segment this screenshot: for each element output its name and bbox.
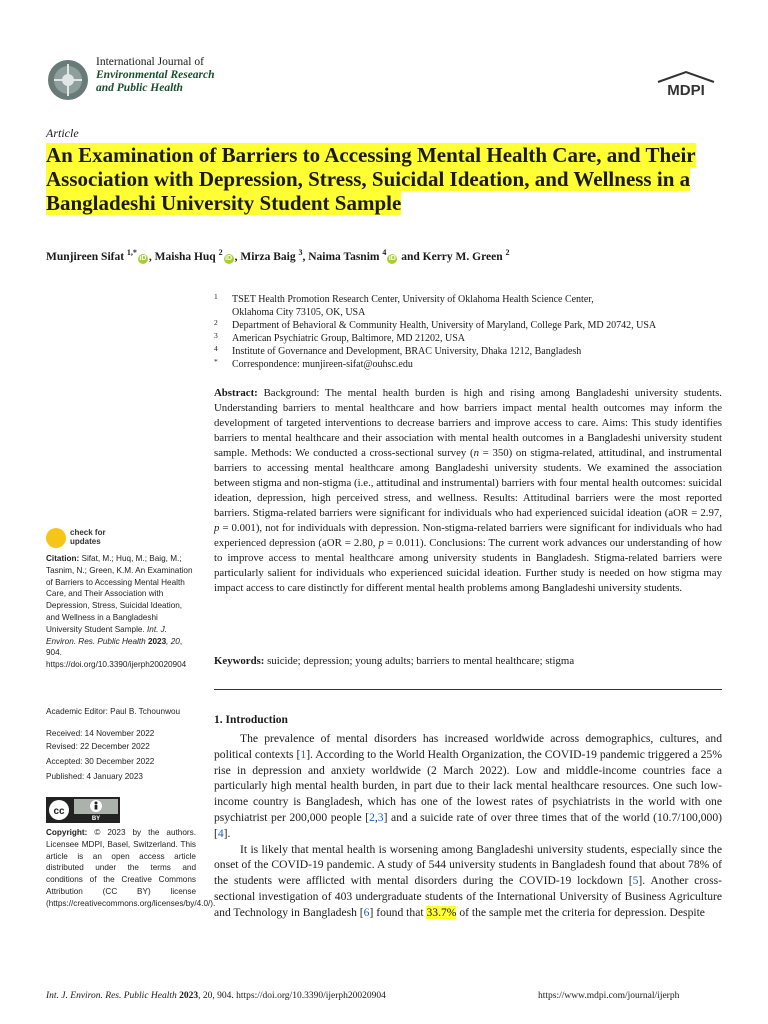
citation-block: Citation: Sifat, M.; Huq, M.; Baig, M.; Tasnim, N.; Green, K.M. An Examination of Barriers to Accessing Mental Health Care, and Their Association with Depression, Stress, Suicidal Ideation, and Wellness in a Bangladeshi University Student Sample. Int. J. Environ. Res. Public Health 2023, 20, 904. https://doi.org/10.3390/ijerph20020904: [46, 554, 193, 670]
orcid-icon[interactable]: iD: [225, 254, 233, 262]
svg-text:cc: cc: [53, 806, 65, 817]
citation-link[interactable]: 2: [369, 810, 375, 824]
keywords: Keywords: suicide; depression; young adults; barriers to mental healthcare; stigma: [214, 655, 575, 667]
journal-line2: Environmental Research: [96, 69, 215, 81]
publisher-name: MDPI: [667, 82, 705, 99]
author-name: Kerry M. Green: [422, 250, 503, 263]
published-date: Published: 4 January 2023: [46, 772, 143, 781]
highlighted-text: 33.7%: [426, 905, 457, 919]
paper-title: An Examination of Barriers to Accessing Mental Health Care, and Their Association with Depression, Stress, Suicidal Ideation, and Wellness in a Bangladeshi University Student Sample: [46, 143, 696, 215]
author-name: Naima Tasnim: [308, 250, 380, 263]
journal-logo-icon: [46, 58, 90, 102]
svg-text:BY: BY: [91, 816, 101, 822]
article-type: Article: [46, 126, 79, 140]
check-updates-icon: [46, 528, 66, 548]
citation-link[interactable]: 4: [217, 826, 224, 840]
cc-by-license-icon[interactable]: [46, 797, 120, 823]
author-list: Munjireen Sifat $^{1,*}$iD , Maisha Huq $^2$iD , Mirza Baig $^3$, Naima Tasnim $^4$iD and Kerry M. Green $^2$: [46, 248, 510, 263]
section-heading: 1. Introduction: [214, 714, 288, 726]
check-for-updates-button[interactable]: check for updates: [46, 528, 146, 552]
introduction-body: [214, 731, 722, 921]
section-divider: [214, 689, 722, 690]
academic-editor: Academic Editor: Paul B. Tchounwou: [46, 707, 181, 716]
received-date: Received: 14 November 2022: [46, 729, 155, 738]
citation-link[interactable]: 1: [300, 747, 307, 761]
citation-link[interactable]: 3: [377, 810, 384, 824]
accepted-date: Accepted: 30 December 2022: [46, 757, 155, 766]
orcid-icon[interactable]: iD: [388, 254, 396, 262]
footer-citation: Int. J. Environ. Res. Public Health 2023, 20, 904. https://doi.org/10.3390/ijerph20020904: [46, 991, 386, 1001]
mdpi-logo-icon: [652, 70, 720, 100]
journal-line3: and Public Health: [96, 82, 183, 94]
abstract: Abstract: Background: The mental health burden is high and rising among Bangladeshi university students. Understanding barriers to mental healthcare and how barriers impact mental health outcomes may inform the development of targeted interventions to decrease barriers and improve access to care. Aims: This study identifies barriers to mental healthcare and their association with mental health outcomes in a Bangladeshi university student sample. Methods: We conducted a cross-sectional survey (n = 350) on stigma-related, attitudinal, and instrumental barriers to accessing mental healthcare among Bangladeshi university students. We examined the association between stigma and non-stigma (i.e., attitudinal and instrumental) barriers with four mental health outcomes: suicidal ideation, depression, high perceived stress, and wellness. Results: Attitudinal barriers were the most reported barriers. Stigma-related barriers were significant for individuals who had experienced suicidal ideation (aOR = 2.97, p = 0.001), not for individuals with depression. Non-stigma-related barriers were significant for individuals who had experienced depression (aOR = 2.80, p = 0.011). Conclusions: The current work advances our understanding of how to improve access to mental healthcare among university students in Bangladesh. Stigma-related barriers were particularly salient for individuals who experienced suicidal ideation. Further study is needed on how stigma may impact access to care distinctly for different mental health problems among Bangladeshi university students.: [214, 387, 722, 594]
copyright-block: Copyright: © 2023 by the authors. Licensee MDPI, Basel, Switzerland. This article is an open access article distributed under the terms and conditions of the Creative Commons Attribution (CC BY) license (https://creativecommons.org/licenses/by/4.0/).: [46, 828, 216, 908]
journal-line1: International Journal of: [96, 56, 204, 68]
paragraph: The prevalence of mental disorders has increased worldwide across demographics, cultures, and political contexts [1]. According to the World Health Organization, the COVID-19 pandemic triggered a 25% rise in depression and anxiety worldwide (2 March 2022). Low and middle-income countries face a particularly high mental health burden, in part due to their lack mental healthcare resources. One such low-income country is Bangladesh, which has one of the lowest rates of psychiatrists in the world with one psychiatrist per 200,000 people [2,3] and a suicide rate of over three times that of the world (10.7/100,000) [4].: [214, 732, 723, 840]
citation-link[interactable]: 5: [632, 874, 639, 888]
author-name: Munjireen Sifat: [46, 250, 125, 263]
citation-link[interactable]: 6: [363, 905, 370, 919]
paragraph: It is likely that mental health is worsening among Bangladeshi university students, especially since the onset of the COVID-19 pandemic. A study of 544 university students in Bangladesh found that about 78% of the students were afflicted with mental disorders during the COVID-19 lockdown [5]. Another cross-sectional investigation of 403 undergraduate students of the International University of Business Agriculture and Technology in Bangladesh [6] found that 33.7% of the sample met the criteria for depression. Despite: [214, 842, 722, 919]
revised-date: Revised: 22 December 2022: [46, 742, 150, 751]
journal-name: [96, 56, 215, 95]
author-name: Maisha Huq: [154, 250, 216, 263]
journal-url-link[interactable]: https://www.mdpi.com/journal/ijerph: [538, 991, 680, 1001]
orcid-icon[interactable]: iD: [139, 254, 147, 262]
author-name: Mirza Baig: [240, 250, 296, 263]
